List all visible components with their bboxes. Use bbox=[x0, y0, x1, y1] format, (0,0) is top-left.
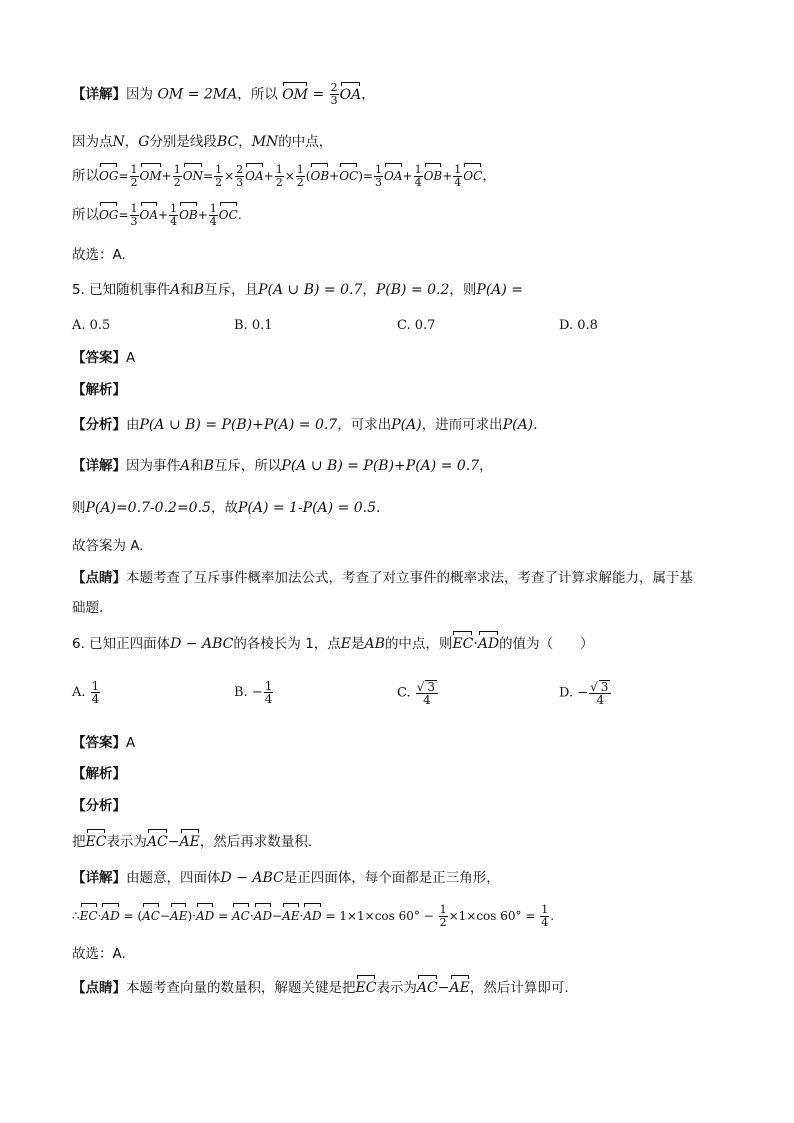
q6-fenxi-line: 把EC表示为AC−AE，然后再求数量积. bbox=[72, 834, 313, 850]
q5-option-b[interactable]: B. 0.1 bbox=[234, 318, 273, 333]
q5-fenxi: 【分析】由P(A ∪ B) = P(B)+P(A) = 0.7，可求出P(A)，进而可求出P(A). bbox=[72, 417, 538, 433]
q6-option-b[interactable]: B. − $\frac{1}{4}$ bbox=[234, 679, 273, 706]
detail-line-1: 【详解】因为 OM = 2MA，所以 OM = $\frac{2}{3}$ OA， bbox=[72, 81, 375, 107]
detail-line-3: 所以OG= $\frac{1}{2}$ OM+ $\frac{1}{2}$ ON= $\frac{1}{2}$ × $\frac{2}{3}$ OA+ $\frac{1}{2}$ × $\frac{1}{2}$ (OB+OC)= $\frac{1}{3}$ OA+ $\frac{1}{4}$ OB+ $\frac{1}{4}$ OC， bbox=[72, 163, 496, 189]
q6-option-c[interactable]: C. $\frac{√ 3}{4}$ bbox=[397, 680, 439, 706]
q5-option-c[interactable]: C. 0.7 bbox=[397, 318, 436, 333]
question-6-stem: 6. 已知正四面体D − ABC的各棱长为 1，点E是AB的中点，则EC·AD的值为（ ） bbox=[72, 636, 594, 652]
q6-fenxi-heading: 【分析】 bbox=[72, 798, 126, 814]
q5-dianjing-2: 础题. bbox=[72, 600, 104, 616]
q5-dianjing: 【点睛】本题考查了互斥事件概率加法公式，考查了对立事件的概率求法，考查了计算求解能力，属于基 bbox=[72, 570, 693, 586]
q6-conclusion: 故选：A. bbox=[72, 946, 126, 962]
q5-answer: 【答案】A bbox=[72, 350, 136, 366]
fraction: $\frac{2}{3}$ bbox=[330, 81, 338, 107]
q5-xiangjie-2: 则P(A)=0.7-0.2=0.5，故P(A) = 1-P(A) = 0.5. bbox=[72, 500, 381, 516]
detail-line-2: 因为点N，G分别是线段BC，MN的中点， bbox=[72, 134, 333, 150]
detail-tag: 【详解】 bbox=[72, 86, 126, 103]
q5-analysis-heading: 【解析】 bbox=[72, 382, 126, 398]
q6-calculation: ∴EC·AD = (AC−AE)·AD = AC·AD−AE·AD = 1×1×cos 60° − $\frac{1}{2}$ ×1×cos 60° = $\frac{1}{4}$ . bbox=[72, 903, 555, 929]
q5-option-a[interactable]: A. 0.5 bbox=[72, 318, 111, 333]
q5-option-d[interactable]: D. 0.8 bbox=[559, 318, 598, 333]
q6-analysis-heading: 【解析】 bbox=[72, 766, 126, 782]
q6-dianjing: 【点睛】本题考查向量的数量积，解题关键是把EC表示为AC−AE，然后计算即可. bbox=[72, 980, 569, 996]
detail-line-4: 所以OG= $\frac{1}{3}$ OA+ $\frac{1}{4}$ OB+ $\frac{1}{4}$ OC. bbox=[72, 202, 242, 228]
q6-answer: 【答案】A bbox=[72, 735, 136, 751]
q6-option-d[interactable]: D. − $\frac{√ 3}{4}$ bbox=[559, 680, 612, 706]
conclusion-line: 故选：A. bbox=[72, 247, 126, 263]
question-5-stem: 5. 已知随机事件A和B互斥，且P(A ∪ B) = 0.7，P(B) = 0.2，则P(A) = bbox=[72, 282, 524, 298]
q5-xiangjie: 【详解】因为事件A和B互斥，所以P(A ∪ B) = P(B)+P(A) = 0.7， bbox=[72, 458, 493, 474]
q5-conclusion: 故答案为 A. bbox=[72, 538, 144, 554]
q6-xiangjie: 【详解】由题意，四面体D − ABC是正四面体，每个面都是正三角形， bbox=[72, 870, 500, 886]
q6-option-a[interactable]: A. $\frac{1}{4}$ bbox=[72, 679, 100, 706]
